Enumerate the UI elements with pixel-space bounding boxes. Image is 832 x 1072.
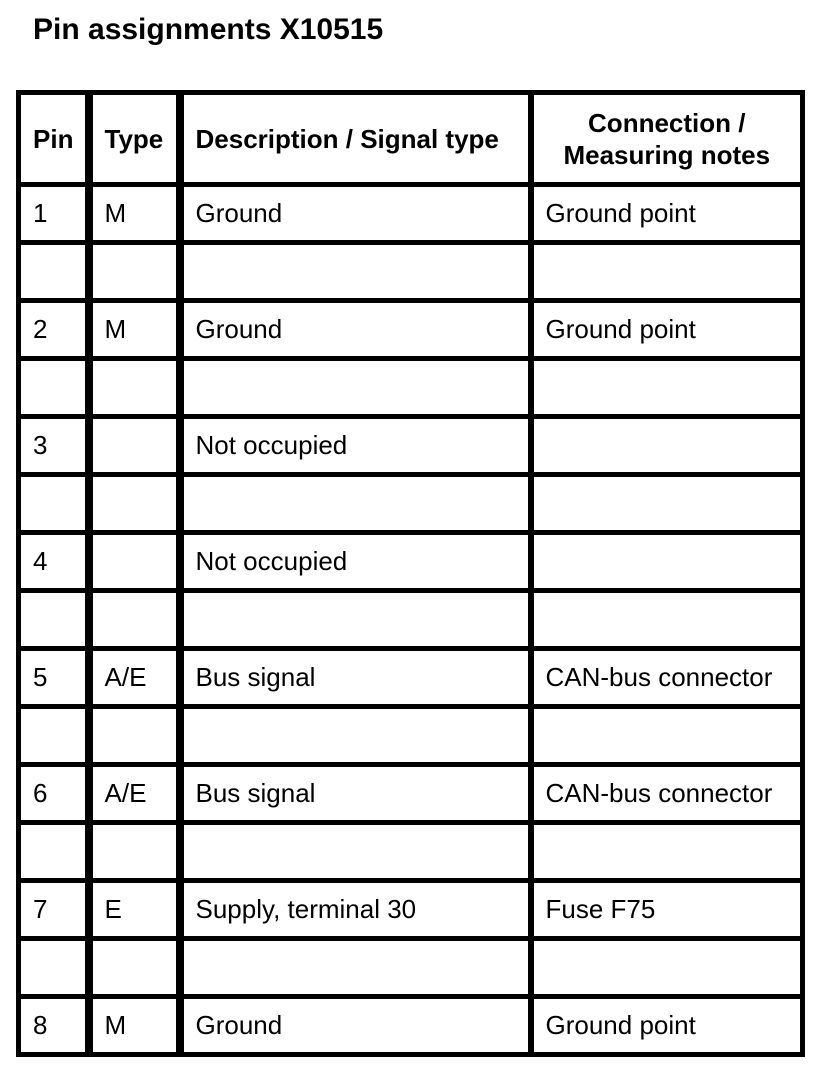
type-cell: M bbox=[89, 185, 180, 243]
description-cell: Bus signal bbox=[180, 765, 531, 823]
table-row bbox=[19, 475, 803, 533]
table-row bbox=[19, 765, 803, 823]
table-row bbox=[19, 185, 803, 243]
type-cell: M bbox=[89, 997, 180, 1055]
connection-cell: Ground point bbox=[531, 185, 803, 243]
description-cell: Supply, terminal 30 bbox=[180, 881, 531, 939]
type-cell bbox=[89, 533, 180, 591]
pin-assignment-table bbox=[16, 90, 805, 1057]
type-cell bbox=[89, 591, 180, 649]
table-row bbox=[19, 707, 803, 765]
description-cell: Ground bbox=[180, 185, 531, 243]
pin-cell bbox=[19, 707, 89, 765]
description-cell bbox=[180, 243, 531, 301]
pin-cell: 2 bbox=[19, 301, 89, 359]
connection-cell: Fuse F75 bbox=[531, 881, 803, 939]
pin-cell: 5 bbox=[19, 649, 89, 707]
connection-cell bbox=[531, 533, 803, 591]
description-cell: Bus signal bbox=[180, 649, 531, 707]
description-cell bbox=[180, 359, 531, 417]
type-cell bbox=[89, 417, 180, 475]
connection-cell: Ground point bbox=[531, 301, 803, 359]
connection-cell bbox=[531, 939, 803, 997]
connection-cell bbox=[531, 243, 803, 301]
connection-cell: CAN-bus connector bbox=[531, 649, 803, 707]
pin-cell: 8 bbox=[19, 997, 89, 1055]
pin-cell: 7 bbox=[19, 881, 89, 939]
table-body bbox=[19, 185, 803, 1055]
type-cell bbox=[89, 823, 180, 881]
description-cell bbox=[180, 939, 531, 997]
pin-cell bbox=[19, 359, 89, 417]
header-pin: Pin bbox=[19, 93, 89, 185]
header-description: Description / Signal type bbox=[180, 93, 531, 185]
pin-cell: 1 bbox=[19, 185, 89, 243]
connection-cell bbox=[531, 591, 803, 649]
description-cell: Ground bbox=[180, 997, 531, 1055]
table-row bbox=[19, 649, 803, 707]
type-cell bbox=[89, 707, 180, 765]
connection-cell bbox=[531, 823, 803, 881]
pin-cell bbox=[19, 823, 89, 881]
type-cell: M bbox=[89, 301, 180, 359]
pin-cell bbox=[19, 591, 89, 649]
table-row bbox=[19, 359, 803, 417]
table-header-row bbox=[19, 93, 803, 185]
table-row bbox=[19, 533, 803, 591]
header-type: Type bbox=[89, 93, 180, 185]
description-cell: Ground bbox=[180, 301, 531, 359]
connection-cell bbox=[531, 707, 803, 765]
connection-cell: Ground point bbox=[531, 997, 803, 1055]
connection-cell: CAN-bus connector bbox=[531, 765, 803, 823]
description-cell bbox=[180, 823, 531, 881]
connection-cell bbox=[531, 359, 803, 417]
table-row bbox=[19, 997, 803, 1055]
pin-cell: 4 bbox=[19, 533, 89, 591]
table-row bbox=[19, 417, 803, 475]
table-row bbox=[19, 301, 803, 359]
type-cell: E bbox=[89, 881, 180, 939]
page-title: Pin assignments X10515 bbox=[33, 13, 384, 46]
pin-cell bbox=[19, 475, 89, 533]
type-cell bbox=[89, 243, 180, 301]
type-cell: A/E bbox=[89, 765, 180, 823]
description-cell bbox=[180, 707, 531, 765]
description-cell: Not occupied bbox=[180, 417, 531, 475]
type-cell bbox=[89, 475, 180, 533]
description-cell: Not occupied bbox=[180, 533, 531, 591]
table-row bbox=[19, 823, 803, 881]
table-row bbox=[19, 243, 803, 301]
header-connection: Connection / Measuring notes bbox=[531, 93, 803, 185]
table-row bbox=[19, 591, 803, 649]
pin-cell bbox=[19, 939, 89, 997]
table-row bbox=[19, 881, 803, 939]
pin-cell bbox=[19, 243, 89, 301]
connection-cell bbox=[531, 417, 803, 475]
pin-cell: 6 bbox=[19, 765, 89, 823]
description-cell bbox=[180, 591, 531, 649]
type-cell: A/E bbox=[89, 649, 180, 707]
type-cell bbox=[89, 359, 180, 417]
type-cell bbox=[89, 939, 180, 997]
connection-cell bbox=[531, 475, 803, 533]
pin-cell: 3 bbox=[19, 417, 89, 475]
description-cell bbox=[180, 475, 531, 533]
table-row bbox=[19, 939, 803, 997]
